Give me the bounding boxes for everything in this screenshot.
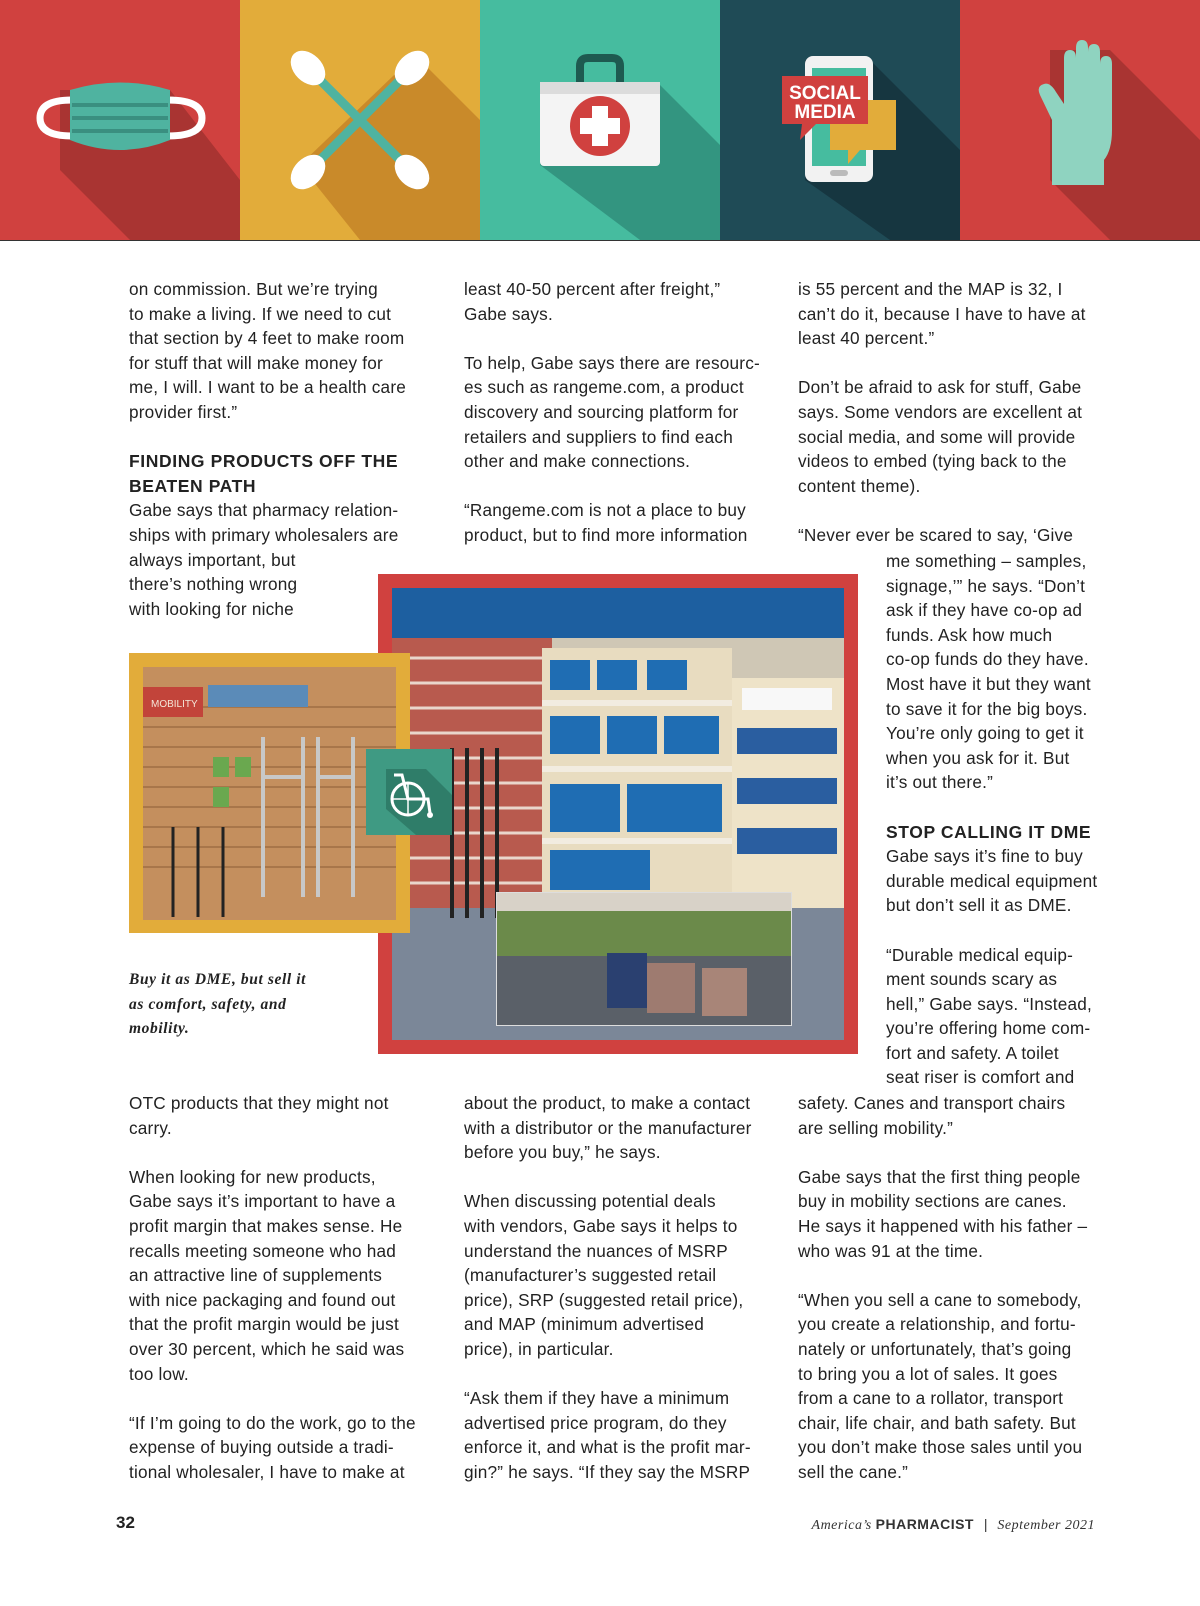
section-heading-finding-products: FINDING PRODUCTS OFF THE BEATEN PATH: [129, 451, 399, 496]
wheelchair-badge: [366, 749, 452, 835]
paragraph: “Rangeme.com is not a place to buy product, but to find more information: [464, 500, 748, 545]
medical-glove-icon: [960, 0, 1200, 240]
banner-tile-first-aid: [480, 0, 720, 240]
face-mask-icon: [0, 0, 240, 240]
paragraph: on commission. But we’re trying to make a living. If we need to cut that section by 4 feet to make room for stuff that will make money for me, I will. I want to be a health care provider first.”: [129, 279, 407, 422]
first-aid-kit-icon: [480, 0, 720, 240]
column-3-narrow: [886, 549, 1126, 1090]
paragraph: about the product, to make a contact with a distributor or the manufacturer before you buy,” he says.: [464, 1093, 752, 1163]
paragraph: least 40-50 percent after freight,” Gabe says.: [464, 279, 721, 324]
paragraph: OTC products that they might not carry.: [129, 1093, 389, 1138]
paragraph: “When you sell a cane to somebody, you create a relationship, and fortu- nately or unfortunately, that’s going to bring you a lot of sales. It goes from a cane to a rollator, transport chair, life chair, and bath safety. But you don’t make those sales until you sell the cane.”: [798, 1289, 1083, 1482]
column-2-top: [464, 277, 789, 548]
paragraph: Gabe says that pharmacy relation- ships with primary wholesalers are always important, but there’s nothing wrong with looking for niche: [129, 500, 399, 619]
social-label-line2: MEDIA: [794, 102, 856, 123]
social-media-phone-icon: [720, 0, 960, 240]
banner-tile-mask: [0, 0, 240, 240]
paragraph: When discussing potential deals with vendors, Gabe says it helps to understand the nuances of MSRP (manufacturer’s suggested retail price), SRP (suggested retail price), and MAP (minimum advertised price), in particular.: [464, 1191, 744, 1359]
column-1-bottom: [129, 1091, 459, 1485]
issue-date: September 2021: [997, 1518, 1095, 1533]
paragraph: me something – samples, signage,’” he says. “Don’t ask if they have co-op ad funds. Ask how much co-op funds do they have. Most have it but they want to save it for the big boys. You’re only going to get it when you ask for it. But it’s out there.”: [886, 551, 1091, 793]
paragraph: Gabe says it’s fine to buy durable medical equipment but don’t sell it as DME.: [886, 846, 1098, 916]
paragraph: safety. Canes and transport chairs are selling mobility.”: [798, 1093, 1066, 1138]
section-heading-stop-calling-dme: STOP CALLING IT DME: [886, 821, 1092, 842]
paragraph: “If I’m going to do the work, go to the expense of buying outside a tradi- tional wholesaler, I have to make at: [129, 1412, 416, 1482]
column-3-bottom: [798, 1091, 1128, 1485]
banner-tile-social-media: [720, 0, 960, 240]
icon-banner: [0, 0, 1200, 241]
paragraph: “Never ever be scared to say, ‘Give: [798, 524, 1074, 545]
page-number: 32: [116, 1513, 135, 1532]
mobility-wall-photo: [143, 667, 396, 920]
paragraph: Gabe says that the first thing people buy in mobility sections are canes. He says it happened with his father – who was 91 at the time.: [798, 1166, 1088, 1261]
column-3-top: [798, 277, 1118, 548]
paragraph: Don’t be afraid to ask for stuff, Gabe says. Some vendors are excellent at social media, and some will provide videos to embed (tying back to the content theme).: [798, 377, 1083, 496]
column-2-bottom: [464, 1091, 794, 1485]
banner-tile-glove: [960, 0, 1200, 240]
magazine-footer: [812, 1516, 1095, 1534]
paragraph: To help, Gabe says there are resourc- es such as rangeme.com, a product discovery and sourcing platform for retailers and suppliers to find each other and make connections.: [464, 352, 760, 472]
mobility-sign-text: MOBILITY: [151, 699, 198, 710]
social-label-line1: SOCIAL: [789, 83, 861, 104]
paragraph: “Ask them if they have a minimum advertised price program, do they enforce it, and what is the profit mar- gin?” he says. “If they say the MSRP: [464, 1388, 751, 1482]
column-1-top: [129, 277, 449, 621]
footer-separator: |: [983, 1516, 988, 1532]
cotton-swab-icon: [240, 0, 480, 240]
magazine-prefix: America’s: [811, 1518, 872, 1533]
magazine-name: PHARMACIST: [875, 1516, 974, 1532]
photo-caption: Buy it as DME, but sell it as comfort, safety, and mobility.: [129, 971, 307, 1037]
store-aisle-inset-photo: [496, 892, 792, 1026]
paragraph: “Durable medical equip- ment sounds scary as hell,” Gabe says. “Instead, you’re offering home com- fort and safety. A toilet seat riser is comfort and: [886, 944, 1093, 1088]
wheelchair-icon: [366, 749, 452, 835]
paragraph: is 55 percent and the MAP is 32, I can’t do it, because I have to have at least 40 percent.”: [798, 279, 1086, 349]
banner-tile-swabs: [240, 0, 480, 240]
paragraph: When looking for new products, Gabe says it’s important to have a profit margin that makes sense. He recalls meeting someone who had an attractive line of supplements with nice packaging and found out that the profit margin would be just over 30 percent, which he said was too low.: [129, 1166, 405, 1384]
